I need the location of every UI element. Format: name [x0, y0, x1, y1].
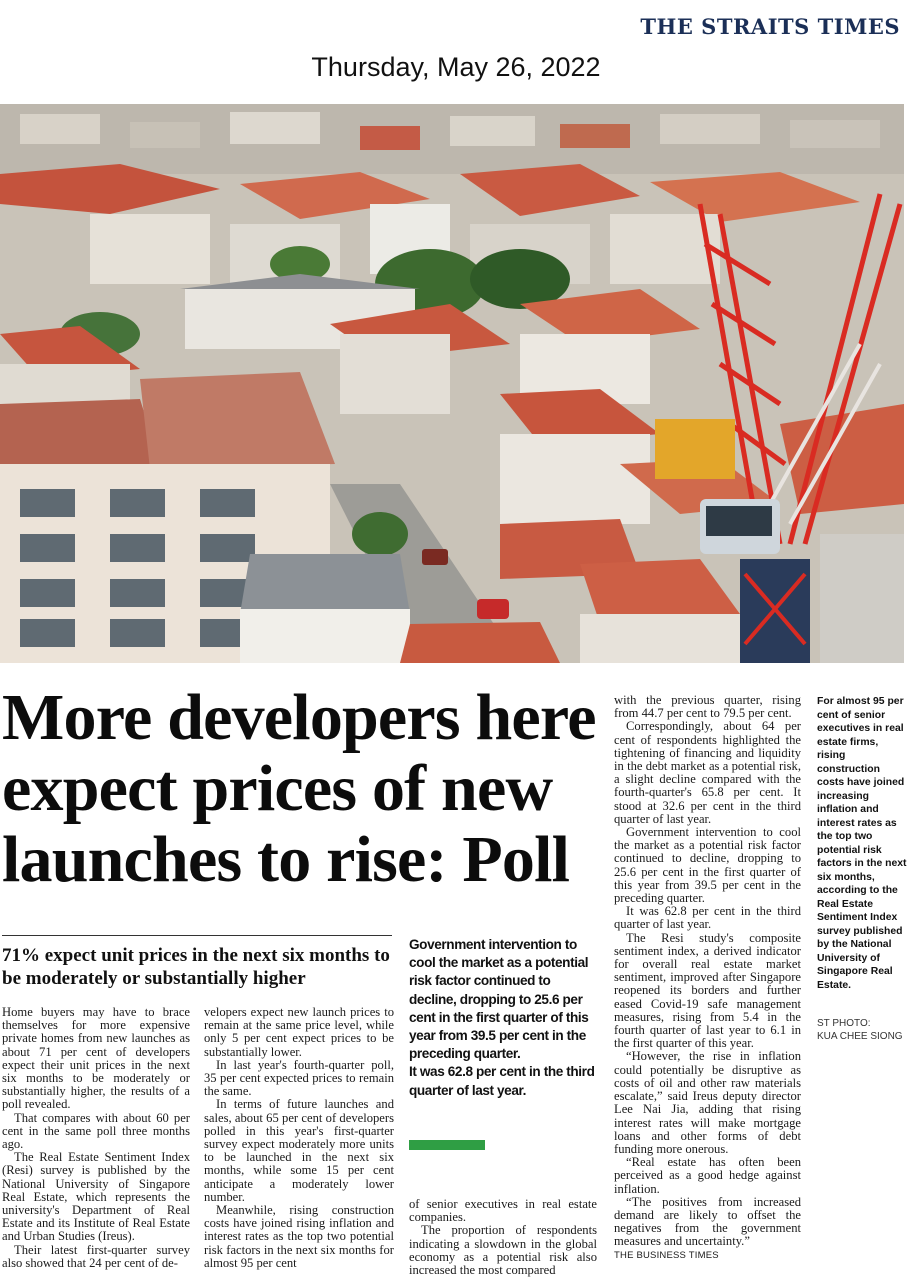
body-column-2	[204, 1006, 394, 1270]
subhead-divider	[2, 935, 392, 936]
body-paragraph: of senior executives in real estate companies.	[409, 1197, 597, 1225]
photo-credit-name: KUA CHEE SIONG	[817, 1030, 903, 1042]
pull-quote	[409, 936, 597, 1100]
photo-credit	[817, 1018, 909, 1043]
body-paragraph: “Real estate has often been perceived as a good hedge against inflation.	[614, 1155, 801, 1196]
body-paragraph: In terms of future launches and sales, about 65 per cent of developers polled in this year's first-quarter survey expect moderately more units to be launched in the next six months, while some 15 per cent anticipate a moderately lower number.	[204, 1097, 394, 1204]
body-paragraph: “However, the rise in inflation could potentially be disruptive as costs of oil and other raw materials escalate,” said Ireus deputy director Lee Nai Jia, adding that rising interest rates will make mortgage loans and other forms of debt funding more onerous.	[614, 1049, 801, 1156]
body-paragraph: velopers expect new launch prices to remain at the same price level, while only 5 per cent expect prices to be substantially lower.	[204, 1005, 394, 1059]
article-source: THE BUSINESS TIMES	[614, 1249, 719, 1261]
body-paragraph: The Real Estate Sentiment Index (Resi) survey is published by the National University of Singapore Real Estate, which represents the university's Department of Real Estate and its Institute of Real Estate and Urban Studies (Ireus).	[2, 1150, 190, 1244]
body-paragraph: The proportion of respondents indicating a slowdown in the global economy as a potential risk also increased the most compared	[409, 1223, 597, 1278]
pull-quote-text: It was 62.8 per cent in the third quarter of last year.	[409, 1064, 595, 1098]
subheadline: 71% expect unit prices in the next six months to be moderately or substantially higher	[2, 945, 390, 989]
body-column-1	[2, 1006, 190, 1270]
body-paragraph: That compares with about 60 per cent in the same poll three months ago.	[2, 1110, 190, 1152]
pull-quote-text: Government intervention to cool the market as a potential risk factor continued to decline, dropping to 25.6 per cent in the first quarter of this year from 39.5 per cent in the preceding quarter.	[409, 937, 589, 1062]
photo-caption: For almost 95 per cent of senior executives in real estate firms, rising construction costs have joined increasing inflation and interest rates as the top two potential risk factors in the next six months, according to the Real Estate Sentiment Index survey published by the National University of Singapore Real Estate.	[817, 696, 907, 991]
masthead: THE STRAITS TIMES	[640, 14, 900, 39]
accent-bar	[409, 1140, 485, 1150]
body-paragraph: Home buyers may have to brace themselves for more expensive private homes from new launches as about 71 per cent of developers expect their unit prices in the next six months to be moderately or substantially higher, the results of a poll revealed.	[2, 1005, 190, 1112]
body-paragraph: In last year's fourth-quarter poll, 35 per cent expected prices to remain the same.	[204, 1057, 394, 1099]
headline: More developers here expect prices of new launches to rise: Poll	[2, 681, 596, 896]
body-paragraph: with the previous quarter, rising from 44.7 per cent to 79.5 per cent.	[614, 693, 801, 721]
body-paragraph: Meanwhile, rising construction costs have joined rising inflation and interest rates as the top two potential risk factors in the next six months for almost 95 per cent	[204, 1203, 394, 1270]
body-paragraph: Correspondingly, about 64 per cent of respondents highlighted the tightening of financing and liquidity in the debt market as a potential risk, a slight decline compared with the fourth-quarter's 65.8 per cent. It stood at 32.6 per cent in the third quarter of last year.	[614, 719, 801, 826]
body-paragraph: Their latest first-quarter survey also showed that 24 per cent of de-	[2, 1242, 190, 1270]
body-column-4	[614, 694, 801, 1262]
news-photo	[0, 104, 904, 663]
body-paragraph: The Resi study's composite sentiment index, a derived indicator for overall real estate market sentiment, improved after Singapore reopened its borders and further eased Covid-19 safe management measures, rising from 5.4 in the fourth quarter of last year to 6.1 in the first quarter of this year.	[614, 930, 801, 1051]
body-paragraph: “The positives from increased demand are likely to offset the negatives from the government measures and uncertainty.”	[614, 1194, 801, 1249]
body-column-3	[409, 1198, 597, 1277]
body-paragraph: It was 62.8 per cent in the third quarter of last year.	[614, 904, 801, 932]
publication-date: Thursday, May 26, 2022	[311, 52, 601, 82]
body-paragraph: Government intervention to cool the market as a potential risk factor continued to decline, dropping to 25.6 per cent in the first quarter of this year from 39.5 per cent in the preceding quarter.	[614, 825, 801, 906]
photo-credit-label: ST PHOTO:	[817, 1018, 871, 1029]
